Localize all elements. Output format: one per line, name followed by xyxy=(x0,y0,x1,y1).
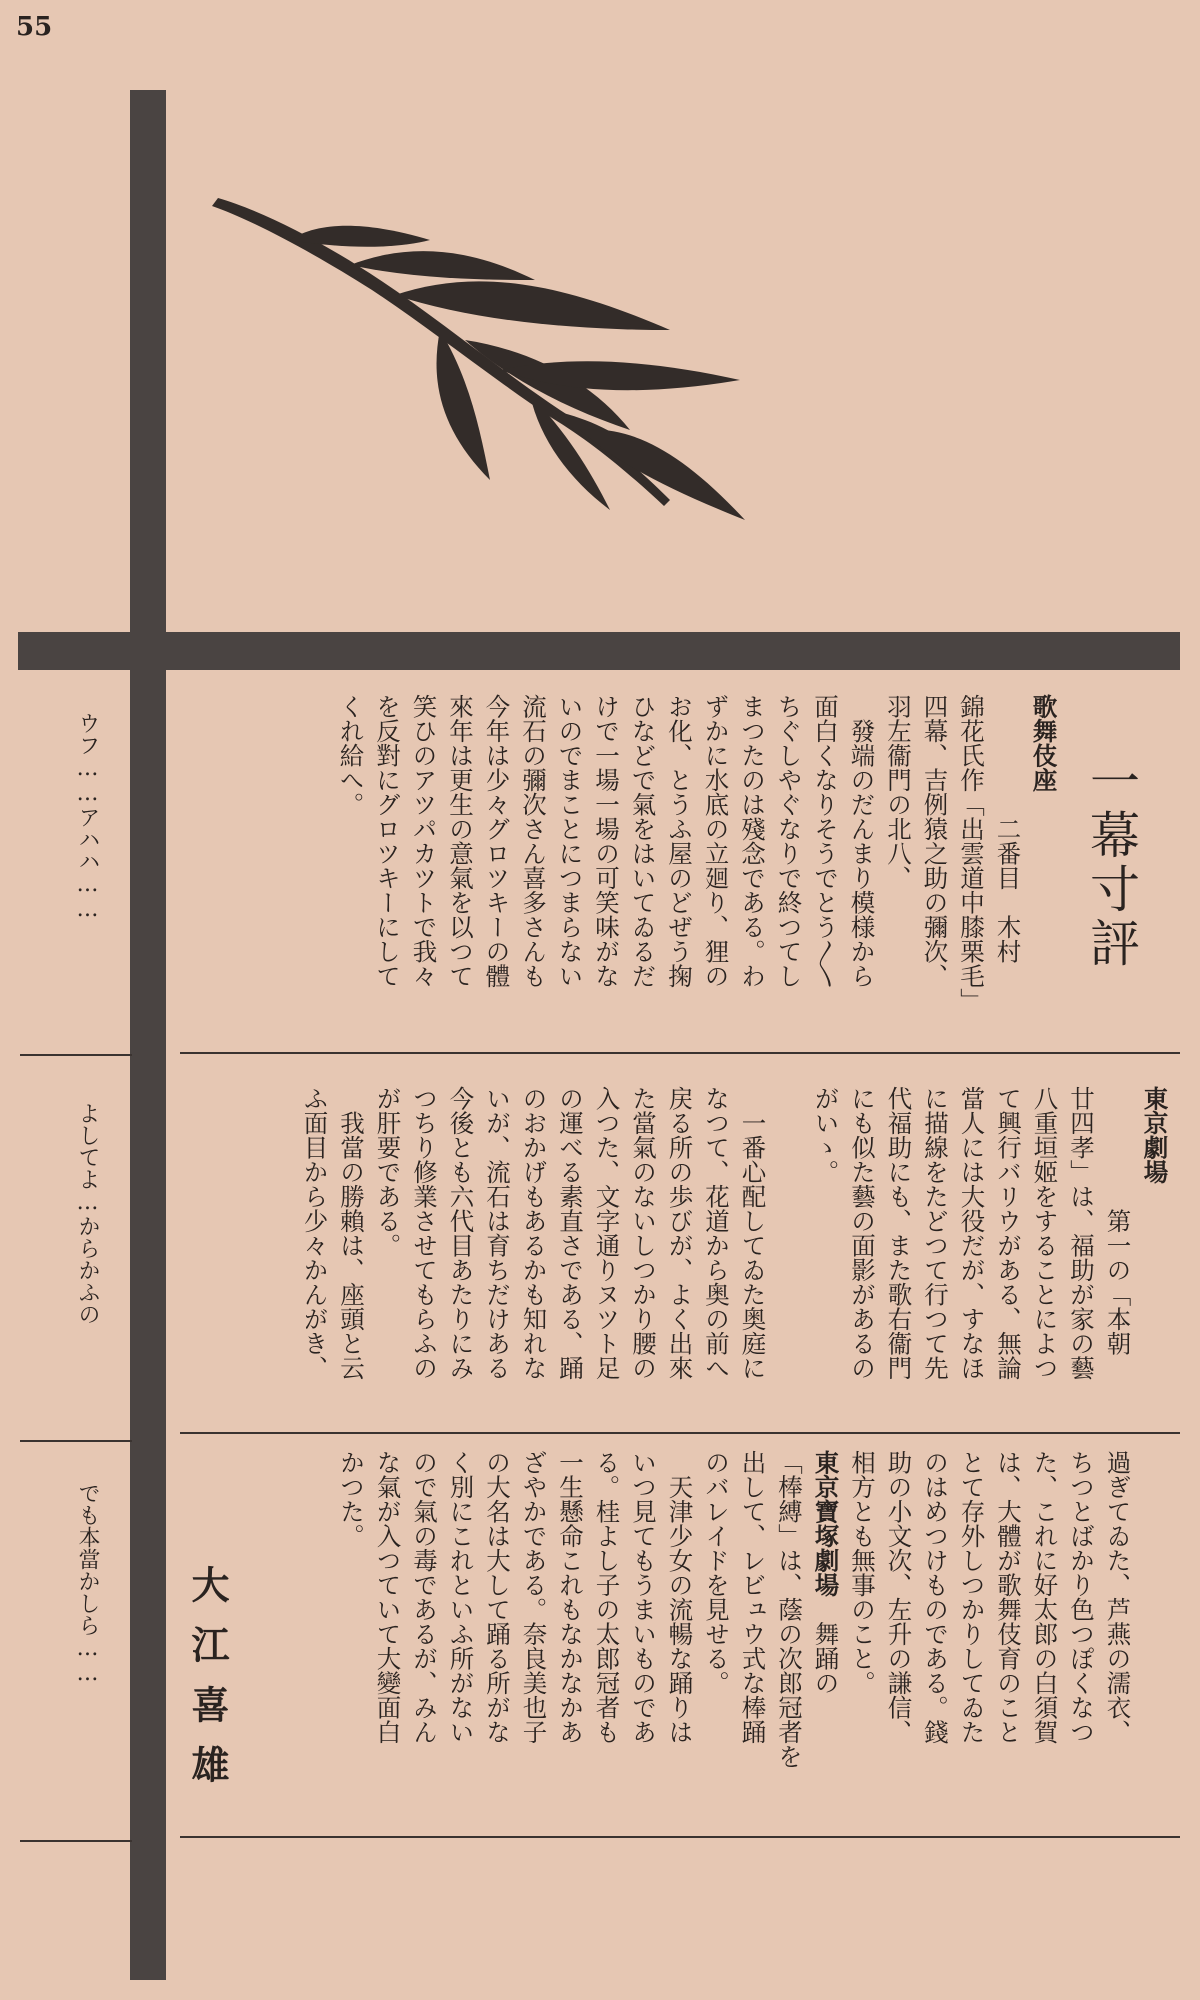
section-rule xyxy=(180,1432,1180,1434)
section-heading-kabukiza: 歌舞伎座 xyxy=(1029,694,1059,792)
section-heading-takarazuka: 東京寶塚劇場 舞踊の xyxy=(811,1450,841,1695)
tokyo-gekijo-text: 第一の「本朝 廿四孝」は、福助が家の藝 八重垣姬をすることによつ て興行バリウがある、無論 當人には大役だが、すなほ に描線をたどつて行つて先 代福助にも、また歌右衞門 にも似た藝の面影があるの がいゝ。 一番心配してゐた奥庭に なつて、花道から奥の前へ 戻る所の歩びが、よく出來 た當氣のないしつかり腰の 入つた、文字通りヌツト足 の運べる素直さである、踊 のおかげもあるかも知れな いが、流石は育ちだけある 今後とも六代目あたりにみ つちり修業させてもらふの が肝要である。 我當の勝賴は、座頭と云 ふ面目から少々かんがき、 xyxy=(300,1086,1133,1380)
author-name: 大江喜雄 xyxy=(185,1565,230,1805)
willow-branch-woodcut-icon xyxy=(200,180,760,550)
sidebar-rule xyxy=(20,1054,132,1056)
sidebar-quote-2: よしてよ…からかふの xyxy=(75,1102,100,1325)
kabukiza-text: 二番目 木村 錦花氏作「出雲道中膝栗毛」 四幕、吉例猿之助の彌次、 羽左衞門の北八、 發端のだんまり模様から 面白くなりそうでとう〱 ちぐしやぐなりで終つてし まつたのは殘念である。わ ずかに水底の立廻り、狸の お化、とうふ屋のどぜう掬 ひなどで氣をはいてゐるだ けで一場一場の可笑味がな いのでまことにつまらない 流石の彌次さん喜多さんも 今年は少々グロツキーの體 來年は更生の意氣を以つて 笑ひのアツパカツトで我々 を反對にグロツキーにして くれ給へ。 xyxy=(336,694,1023,1013)
sidebar-quote-3: でも本當かしら…… xyxy=(75,1482,100,1686)
section-rule xyxy=(180,1052,1180,1054)
page-number: 55 xyxy=(16,12,53,42)
sidebar-rule xyxy=(20,1440,132,1442)
section-rule xyxy=(180,1836,1180,1838)
section-heading-tokyo-gekijo: 東京劇場 xyxy=(1140,1086,1170,1184)
vertical-frame-bar xyxy=(130,90,166,1980)
page-title: 一幕寸評 xyxy=(1082,755,1140,971)
sidebar-rule xyxy=(20,1840,132,1842)
takarazuka-text: 過ぎてゐた、芦燕の濡衣、 ちつとばかり色つぽくなつ た、これに好太郎の白須賀 は、大體が歌舞伎育のこと とて存外しつかりしてゐた のはめつけものである。錢 助の小文次、左升の謙信、 相方とも無事のこと。 東京寶塚劇場 舞踊の 「棒縛」は、蔭の次郎冠者を 出して、レビュウ式な棒踊 のバレイドを見せる。 天津少女の流暢な踊りは いつ見てもうまいものであ る。桂よし子の太郎冠者も 一生懸命これもなかなかあ ざやかである。奈良美也子 の大名は大して踊る所がな く別にこれといふ所がない ので氣の毒であるが、みん な氣が入つていて大變面白 かつた。 xyxy=(337,1450,1133,1769)
horizontal-frame-bar xyxy=(18,632,1180,670)
sidebar-quote-1: ウフ……アハハ…… xyxy=(75,712,100,922)
